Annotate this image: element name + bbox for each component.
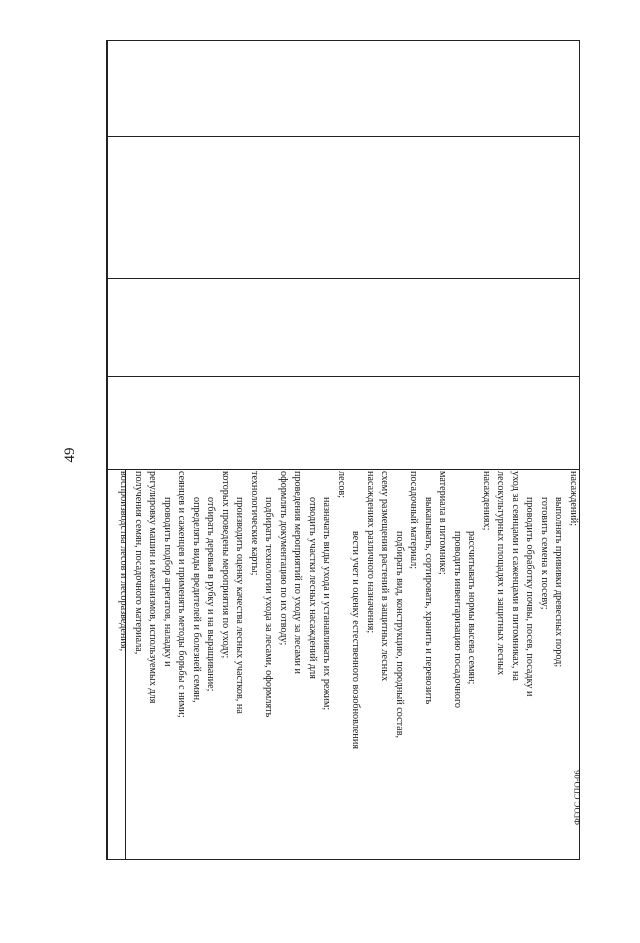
text-line: уход за сеянцами и саженцами в питомниках, на [510,471,521,681]
text-line: вести учет и оценку естественного возобновления [350,531,362,750]
text-line: подбирать вид, конструкцию, породный состав, [394,531,405,739]
text-line: насаждениях различного назначения; [365,471,376,634]
text-line: материала в питомнике; [437,471,449,575]
row-divider-3 [107,376,579,377]
rotated-cell-text [118,471,580,943]
text-line: получения семян, посадочного материала, [133,471,144,655]
text-line: сеянцев и саженцев и применять методы борьбы с ними; [176,471,188,718]
text-line: лесов; [336,471,347,499]
text-line: выкапывать, сортировать, хранить и перевозить [423,497,434,705]
row-divider-2 [107,278,579,279]
text-line: рассчитывать нормы высева семян; [466,531,478,685]
text-line: лесокультурных площадях и защитных лесных [495,471,507,676]
row-divider-4 [107,469,579,470]
row-divider-1 [107,136,579,137]
text-line: схему размещения растений в защитных лесных [379,471,391,682]
text-line: готовить семена к посеву; [539,497,550,610]
text-line: подбирать технологии ухода за лесами, оформлять [263,497,275,718]
text-line: посадочный материал; [408,471,420,570]
text-line: насаждений; [568,471,579,527]
text-line: регулировку машин и механизмов, используемых для [147,471,159,704]
table-frame [106,40,580,860]
text-line: проведения мероприятий по уходу за лесами и [292,471,304,674]
column-divider [107,41,108,859]
text-line: оформлять документацию по их отводу; [278,471,289,646]
text-line: воспроизводства лесов и лесоразведения; [118,471,130,652]
text-line: проводить подбор агрегатов, наладку и [162,497,173,667]
text-line: определять виды вредителей и болезней семян, [191,497,202,703]
text-line: отводить участки лесных насаждений для [307,497,318,679]
text-line: которых проведены мероприятия по уходу; [220,471,231,659]
text-line: выполнять прививки древесных пород; [553,497,565,668]
text-line: насаждениях; [481,471,492,531]
text-line: технологические карты; [249,471,260,576]
text-line: производить оценку качества лесных участков, на [234,497,246,714]
text-line: проводить обработку почвы, посев, посадку и [524,497,536,697]
footer-code: ФГОС СПО-06 [572,770,582,825]
text-line: назначать виды ухода и устанавливать их режим; [321,497,333,711]
text-line: проводить инвентаризацию посадочного [452,531,463,709]
page-number: 49 [62,447,78,463]
text-line: отбирать деревья в рубку и на выращивание; [205,497,217,692]
